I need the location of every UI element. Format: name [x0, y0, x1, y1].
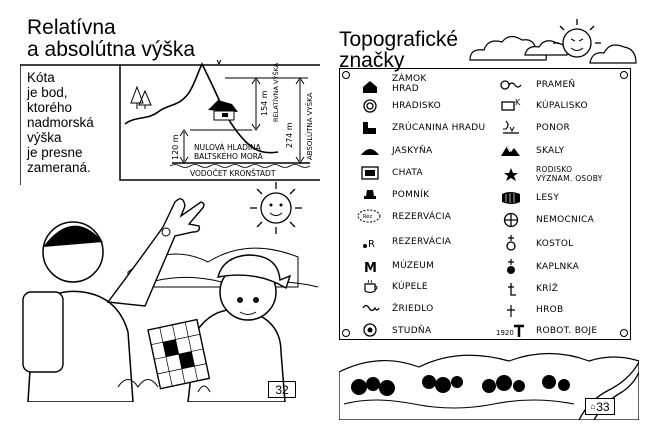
legend-label: HRADISKO: [392, 101, 442, 111]
hospital-icon: [503, 212, 519, 228]
definition-line: nadmorská: [27, 115, 94, 130]
label-relative-height: RELATÍVNA VÝŠKA: [272, 62, 280, 122]
reserve-area-icon: [356, 208, 382, 224]
label-154m: 154 m: [260, 90, 269, 116]
legend-label: NEMOCNICA: [536, 215, 595, 225]
legend-label: POMNÍK: [392, 190, 430, 200]
legend-label: KOSTOL: [536, 239, 574, 249]
cloud-drawing: [590, 45, 636, 63]
height-diagram: [20, 60, 320, 190]
museum-icon: [362, 260, 378, 274]
grave-icon: [505, 304, 517, 318]
label-274m: 274 m: [285, 122, 294, 148]
cottage-icon: [361, 166, 379, 180]
mountain-profile: [125, 64, 278, 153]
sinkhole-icon: [502, 119, 520, 135]
svg-text:Rez: Rez: [363, 214, 372, 220]
left-title-line1: Relatívna: [27, 16, 116, 39]
legend-label: HRAD: [392, 84, 419, 94]
label-120m: 120 m: [171, 134, 180, 160]
sun-drawing: [250, 182, 302, 234]
hillfort-icon: [362, 99, 378, 113]
swimming-pool-icon: [500, 98, 524, 112]
gauge-label: VODOČET KRONŠTADT: [190, 169, 276, 178]
monument-icon: [362, 188, 378, 200]
cross-icon: [505, 282, 517, 298]
definition-line: je presne: [27, 145, 83, 160]
church-icon: [504, 234, 518, 252]
legend-label: LESY: [536, 193, 560, 203]
chapel-icon: [504, 258, 518, 276]
source-icon: [362, 302, 380, 314]
sea-level-label-1: NULOVÁ HLADINA: [194, 143, 261, 152]
legend-label: JASKYŇA: [392, 146, 433, 156]
legend-label: KÚPALISKO: [536, 101, 588, 111]
legend-label: VÝZNAM. OSOBY: [536, 174, 603, 183]
legend-label: KÚPELE: [392, 282, 428, 292]
battlefield-icon: [496, 323, 526, 339]
corner-screw-icon: [342, 71, 350, 79]
page-number-left: 32: [275, 382, 289, 397]
sea-level-label-2: BALTSKÉHO MORA: [194, 152, 263, 161]
trees-drawing: [131, 87, 151, 109]
right-title-line2: značky: [339, 49, 405, 72]
corner-screw-icon: [342, 329, 350, 337]
legend-label: CHATA: [392, 168, 423, 178]
legend-label: ŽRIEDLO: [392, 304, 434, 314]
reserve-point-icon: [362, 236, 380, 250]
battlefield-year: 1920: [496, 329, 514, 337]
birthplace-icon: [503, 167, 519, 183]
definition-line: ktorého: [27, 100, 73, 115]
svg-text:R: R: [368, 239, 375, 250]
legend-label: MÚZEUM: [392, 261, 435, 271]
right-title-line1: Topografické: [339, 28, 459, 51]
spa-icon: [362, 280, 380, 294]
ruin-icon: [362, 121, 378, 135]
legend-label: ROBOT. BOJE: [536, 326, 598, 336]
legend-label: REZERVÁCIA: [392, 237, 452, 247]
svg-text:M: M: [364, 261, 377, 274]
legend-label: SKALY: [536, 146, 565, 156]
forest-icon: [500, 190, 522, 206]
rocks-icon: [500, 143, 522, 157]
cottage-drawing: [208, 100, 238, 120]
castle-icon: [362, 80, 378, 94]
page-number-box-right: [585, 398, 615, 415]
legend-label: RODISKO: [536, 165, 573, 174]
well-icon: [362, 323, 378, 337]
corner-screw-icon: [620, 329, 628, 337]
page-number-right: 33: [596, 399, 610, 414]
legend-label: STUDŇA: [392, 326, 432, 336]
legend-label: HROB: [536, 305, 564, 315]
page-number-box-left: [268, 381, 296, 398]
legend-label: ZRÚCANINA HRADU: [392, 123, 486, 133]
cave-icon: [360, 146, 380, 156]
definition-line: je bod,: [27, 85, 68, 100]
definition-line: zameraná.: [27, 160, 91, 175]
sky-decoration: [465, 15, 640, 70]
legend-label: KRÍŽ: [536, 284, 559, 294]
label-absolute-height: ABSOLÚTNA VÝŠKA: [306, 92, 314, 160]
spring-icon: [500, 79, 522, 91]
legend-label: ZÁMOK: [392, 74, 427, 84]
legend-label: REZERVÁCIA: [392, 212, 452, 222]
definition-line: výška: [27, 130, 62, 145]
definition-line: Kóta: [27, 70, 55, 85]
left-title-line2: a absolútna výška: [27, 38, 196, 61]
children-illustration: [18, 182, 318, 402]
legend-label: KAPLNKA: [536, 262, 580, 272]
legend-label: PONOR: [536, 123, 571, 133]
house-icon: ⌂: [590, 402, 596, 411]
legend-label: PRAMEŇ: [536, 80, 576, 90]
svg-text:K: K: [515, 98, 521, 107]
corner-screw-icon: [620, 71, 628, 79]
